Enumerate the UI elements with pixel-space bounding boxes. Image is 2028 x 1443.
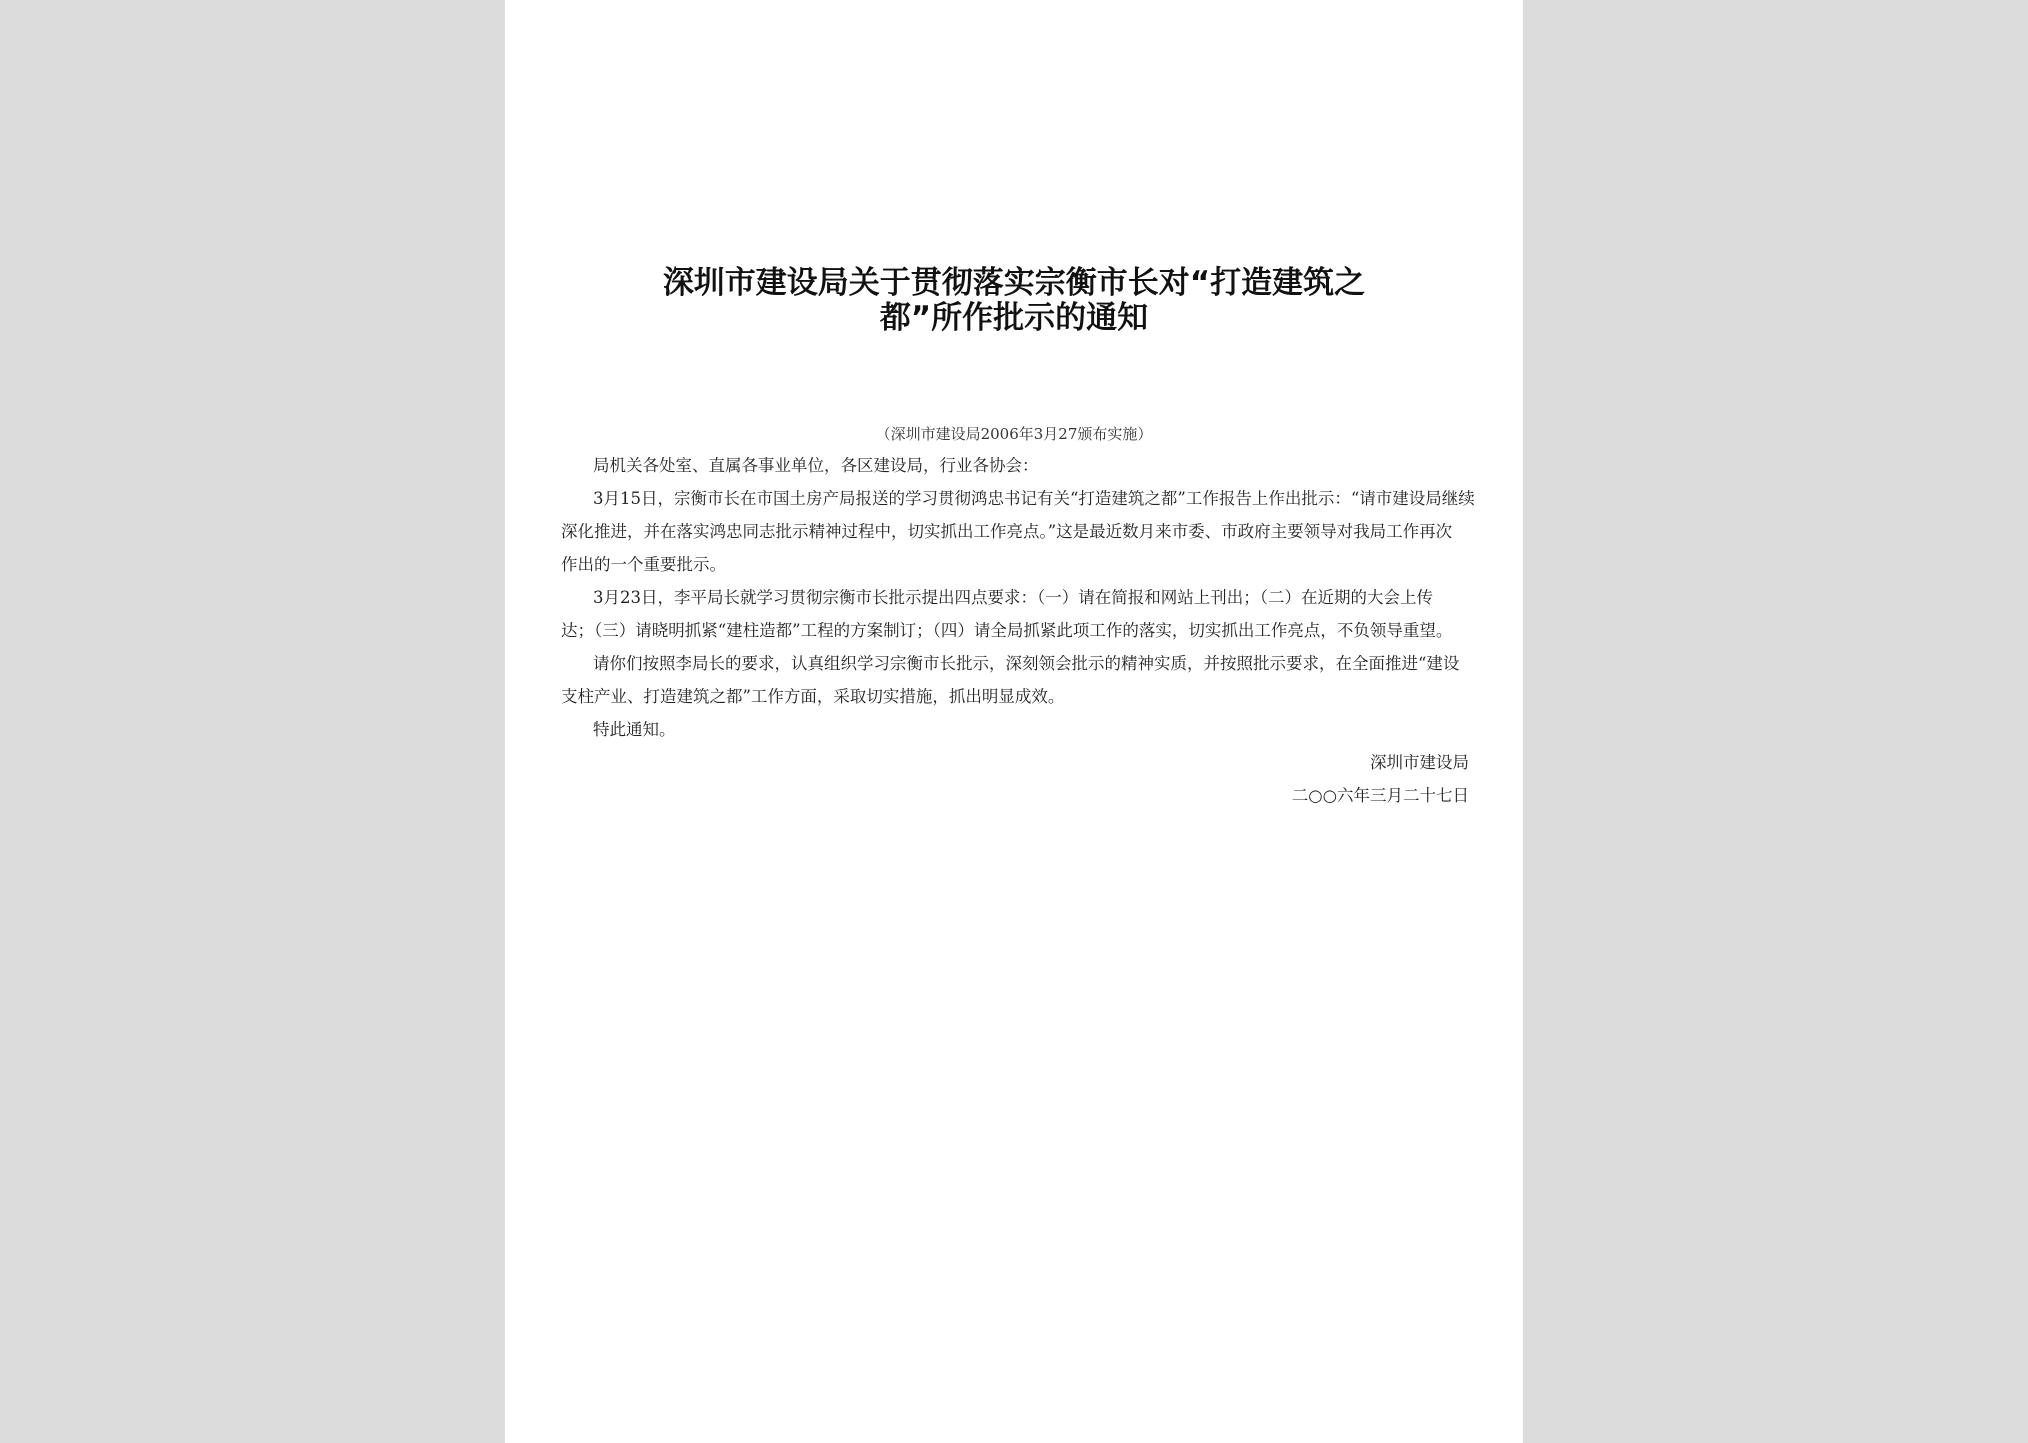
salutation: 局机关各处室、直属各事业单位，各区建设局，行业各协会： bbox=[593, 456, 1039, 475]
paragraph3-line1: 请你们按照李局长的要求，认真组织学习宗衡市长批示，深刻领会批示的精神实质，并按照批示要求，在全面推进“建设 bbox=[593, 654, 1460, 673]
paragraph1-line3: 作出的一个重要批示。 bbox=[561, 555, 726, 574]
paragraph3-line2: 支柱产业、打造建筑之都”工作方面，采取切实措施，抓出明显成效。 bbox=[561, 687, 1065, 706]
document-title-line2: 都”所作批示的通知 bbox=[879, 300, 1149, 336]
document-title-line1: 深圳市建设局关于贯彻落实宗衡市长对“打造建筑之 bbox=[662, 265, 1366, 301]
paragraph1-line1: 3月15日，宗衡市长在市国土房产局报送的学习贯彻鸿忠书记有关“打造建筑之都”工作报告上作出批示：“请市建设局继续 bbox=[593, 489, 1475, 508]
signature: 深圳市建设局 bbox=[1370, 753, 1469, 772]
issue-date: 二○○六年三月二十七日 bbox=[1291, 786, 1469, 805]
paragraph2-line1: 3月23日，李平局长就学习贯彻宗衡市长批示提出四点要求：（一）请在简报和网站上刊出；（二）在近期的大会上传 bbox=[593, 588, 1433, 607]
paragraph2-line2: 达；（三）请晓明抓紧“建柱造都”工程的方案制订；（四）请全局抓紧此项工作的落实，切实抓出工作亮点，不负领导重望。 bbox=[561, 621, 1453, 640]
closing-line: 特此通知。 bbox=[593, 720, 676, 739]
paragraph1-line2: 深化推进，并在落实鸿忠同志批示精神过程中，切实抓出工作亮点。”这是最近数月来市委、市政府主要领导对我局工作再次 bbox=[561, 522, 1453, 541]
document-page bbox=[505, 0, 1523, 1443]
issuance-note: （深圳市建设局2006年3月27颁布实施） bbox=[875, 425, 1153, 443]
